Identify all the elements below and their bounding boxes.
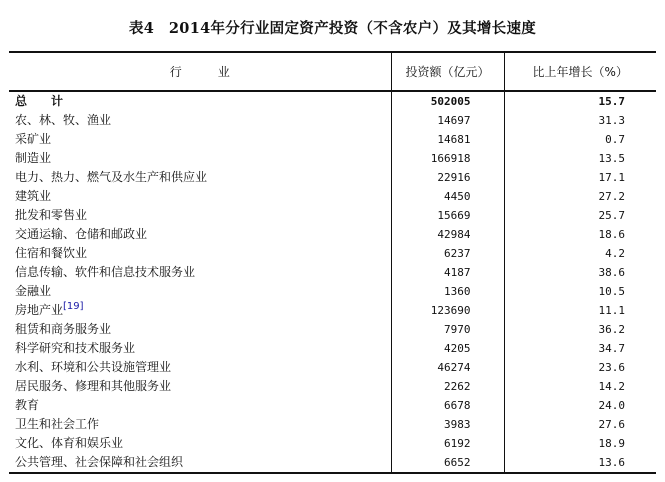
growth-cell: 38.6 (598, 266, 625, 279)
column-header-investment: 投资额（亿元） (391, 52, 504, 91)
industry-cell (9, 377, 391, 396)
industry-name: 农、林、牧、渔业 (15, 113, 112, 127)
growth-cell: 36.2 (598, 323, 625, 336)
table-row (9, 263, 656, 282)
growth-cell: 10.5 (598, 285, 625, 298)
table-row (9, 111, 656, 130)
growth-cell: 23.6 (598, 361, 625, 374)
table-header-row (9, 52, 656, 91)
investment-cell: 166918 (391, 149, 504, 168)
table-row (9, 358, 656, 377)
industry-cell (9, 130, 391, 149)
industry-cell (9, 225, 391, 244)
industry-cell (9, 244, 391, 263)
industry-name: 教育 (15, 398, 40, 412)
growth-cell: 14.2 (598, 380, 625, 393)
industry-cell (9, 301, 391, 320)
investment-cell: 15669 (391, 206, 504, 225)
industry-name: 房地产业 (15, 303, 64, 317)
investment-cell: 14681 (391, 130, 504, 149)
table-row (9, 225, 656, 244)
growth-cell: 34.7 (598, 342, 625, 355)
investment-cell: 7970 (391, 320, 504, 339)
industry-name: 批发和零售业 (15, 208, 88, 222)
total-investment: 502005 (391, 91, 504, 111)
investment-cell: 6192 (391, 434, 504, 453)
table-row (9, 320, 656, 339)
industry-name: 水利、环境和公共设施管理业 (15, 360, 172, 374)
industry-cell (9, 168, 391, 187)
investment-cell: 4205 (391, 339, 504, 358)
growth-cell: 11.1 (598, 304, 625, 317)
investment-cell: 22916 (391, 168, 504, 187)
total-growth: 15.7 (598, 95, 625, 108)
industry-name: 建筑业 (15, 189, 52, 203)
table-row (9, 187, 656, 206)
industry-name: 卫生和社会工作 (15, 417, 100, 431)
growth-cell: 27.2 (598, 190, 625, 203)
table-row (9, 130, 656, 149)
table-row (9, 301, 656, 320)
industry-name: 制造业 (15, 151, 52, 165)
industry-name: 公共管理、社会保障和社会组织 (15, 455, 184, 469)
table-row (9, 206, 656, 225)
industry-cell (9, 111, 391, 130)
growth-cell: 17.1 (598, 171, 625, 184)
table-row (9, 282, 656, 301)
investment-cell: 4450 (391, 187, 504, 206)
growth-cell: 27.6 (598, 418, 625, 431)
investment-cell: 2262 (391, 377, 504, 396)
investment-cell: 42984 (391, 225, 504, 244)
investment-cell: 3983 (391, 415, 504, 434)
industry-name: 租赁和商务服务业 (15, 322, 112, 336)
industry-name: 住宿和餐饮业 (15, 246, 88, 260)
investment-table (9, 51, 656, 474)
investment-cell: 123690 (391, 301, 504, 320)
footnote-link[interactable]: [19] (63, 301, 84, 312)
industry-cell (9, 149, 391, 168)
total-label: 总 计 (9, 91, 391, 111)
table-row (9, 396, 656, 415)
industry-name: 信息传输、软件和信息技术服务业 (15, 265, 196, 279)
industry-cell (9, 320, 391, 339)
growth-cell: 18.9 (598, 437, 625, 450)
investment-cell: 6237 (391, 244, 504, 263)
industry-cell (9, 206, 391, 225)
table-row (9, 168, 656, 187)
table-row (9, 244, 656, 263)
industry-cell (9, 358, 391, 377)
growth-cell: 13.6 (504, 453, 656, 473)
industry-name: 科学研究和技术服务业 (15, 341, 136, 355)
table-row (9, 434, 656, 453)
industry-cell (9, 453, 391, 473)
table-row (9, 453, 656, 473)
table-row (9, 377, 656, 396)
table-row (9, 339, 656, 358)
growth-cell: 18.6 (598, 228, 625, 241)
industry-cell (9, 396, 391, 415)
industry-name: 文化、体育和娱乐业 (15, 436, 124, 450)
table-row (9, 149, 656, 168)
industry-name: 采矿业 (15, 132, 52, 146)
total-row (9, 91, 656, 111)
industry-name: 居民服务、修理和其他服务业 (15, 379, 172, 393)
investment-cell: 4187 (391, 263, 504, 282)
column-header-industry: 行 业 (9, 52, 391, 91)
industry-cell (9, 339, 391, 358)
growth-cell: 0.7 (605, 133, 625, 146)
table-row (9, 415, 656, 434)
industry-name: 金融业 (15, 284, 52, 298)
industry-cell (9, 263, 391, 282)
investment-cell: 6678 (391, 396, 504, 415)
investment-cell: 6652 (391, 453, 504, 473)
investment-cell: 1360 (391, 282, 504, 301)
growth-cell: 31.3 (598, 114, 625, 127)
industry-name: 电力、热力、燃气及水生产和供应业 (15, 170, 208, 184)
industry-cell (9, 187, 391, 206)
investment-cell: 14697 (391, 111, 504, 130)
industry-cell (9, 415, 391, 434)
growth-cell: 4.2 (605, 247, 625, 260)
investment-cell: 46274 (391, 358, 504, 377)
growth-cell: 24.0 (598, 399, 625, 412)
table-title: 表4 2014年分行业固定资产投资（不含农户）及其增长速度 (128, 20, 537, 37)
industry-name: 交通运输、仓储和邮政业 (15, 227, 148, 241)
industry-cell (9, 434, 391, 453)
growth-cell: 13.5 (598, 152, 625, 165)
industry-cell (9, 282, 391, 301)
column-header-growth: 比上年增长（%） (504, 52, 656, 91)
growth-cell: 25.7 (598, 209, 625, 222)
